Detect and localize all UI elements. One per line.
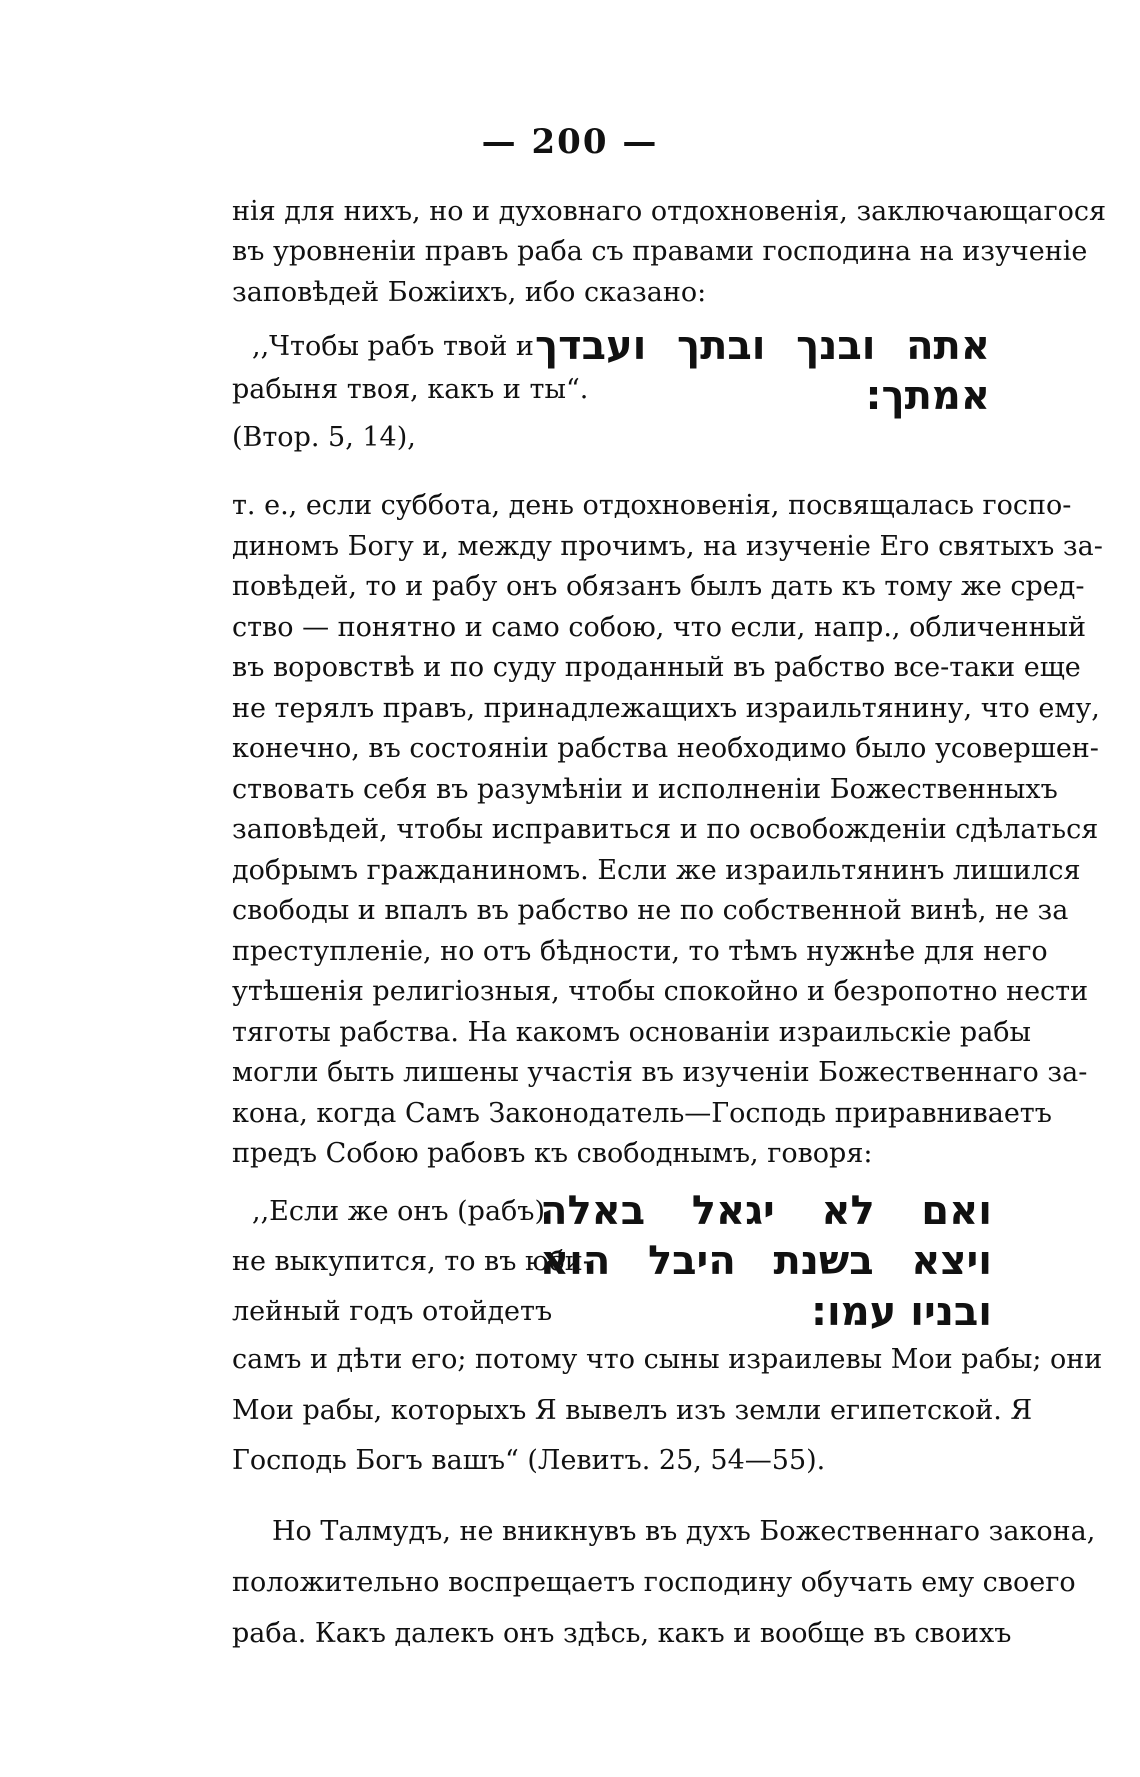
quote-russian-line: не выкупится, то въ юби- <box>232 1246 592 1277</box>
quote-russian-line: лейный годъ отойдетъ <box>232 1296 553 1327</box>
text-line: тяготы рабства. На какомъ основаніи израильскіе рабы <box>232 1017 1032 1048</box>
text-line: положительно воспрещаетъ господину обучать ему своего <box>232 1567 1076 1598</box>
text-line: самъ и дѣти его; потому что сыны израилевы Мои рабы; они <box>232 1344 1103 1375</box>
text-line: Но Талмудъ, не вникнувъ въ духъ Божественнаго закона, <box>272 1516 1096 1547</box>
quote-russian-line: рабыня твоя, какъ и ты“. <box>232 374 589 405</box>
text-line: ствовать себя въ разумѣніи и исполненіи Божественныхъ <box>232 774 1058 805</box>
quote-russian-line: ,,Если же онъ (рабъ) <box>252 1196 546 1227</box>
text-line: конечно, въ состояніи рабства необходимо было усовершен- <box>232 733 1099 764</box>
text-line: нія для нихъ, но и духовнаго отдохновенія, заключающагося <box>232 196 1107 227</box>
text-line: въ воровствѣ и по суду проданный въ рабство все-таки еще <box>232 652 1081 683</box>
text-line: преступленіе, но отъ бѣдности, то тѣмъ нужнѣе для него <box>232 936 1048 967</box>
text-line: раба. Какъ далекъ онъ здѣсь, какъ и вообще въ своихъ <box>232 1618 1012 1649</box>
text-line: повѣдей, то и рабу онъ обязанъ былъ дать къ тому же сред- <box>232 571 1085 602</box>
quote-citation: (Втор. 5, 14), <box>232 422 416 453</box>
text-line: заповѣдей Божіихъ, ибо сказано: <box>232 277 707 308</box>
text-line: заповѣдей, чтобы исправиться и по освобожденіи сдѣлаться <box>232 814 1099 845</box>
text-line: предъ Собою рабовъ къ свободнымъ, говоря: <box>232 1138 873 1169</box>
text-line: добрымъ гражданиномъ. Если же израильтянинъ лишился <box>232 855 1081 886</box>
text-line: въ уровненіи правъ раба съ правами господина на изученіе <box>232 236 1088 267</box>
text-line: Мои рабы, которыхъ Я вывелъ изъ земли египетской. Я <box>232 1395 1033 1426</box>
text-line: кона, когда Самъ Законодатель—Господь приравниваетъ <box>232 1098 1052 1129</box>
text-line: ство — понятно и само собою, что если, напр., обличенный <box>232 612 1087 643</box>
text-line: Господь Богъ вашъ“ (Левитъ. 25, 54—55). <box>232 1445 826 1476</box>
text-line: диномъ Богу и, между прочимъ, на изученіе Его святыхъ за- <box>232 531 1103 562</box>
hebrew-verse-line: אתה ובנך ובתך ועבדך <box>535 323 990 369</box>
text-line: свободы и впалъ въ рабство не по собственной винѣ, не за <box>232 895 1069 926</box>
text-line: утѣшенія религіозныя, чтобы спокойно и безропотно нести <box>232 976 1089 1007</box>
hebrew-verse-line: אמתך: <box>865 373 990 419</box>
hebrew-verse-line: ואם לא יגאל באלה <box>540 1188 992 1234</box>
text-line: не терялъ правъ, принадлежащихъ израильтянину, что ему, <box>232 693 1100 724</box>
hebrew-verse-line: ויצא בשנת היבל הוא <box>540 1238 992 1284</box>
hebrew-verse-line: ובניו עמו: <box>811 1289 992 1335</box>
quote-russian-line: ,,Чтобы рабъ твой и <box>252 331 534 362</box>
page-number: — 200 — <box>481 122 659 162</box>
text-line: т. е., если суббота, день отдохновенія, посвящалась госпо- <box>232 490 1072 521</box>
text-line: могли быть лишены участія въ изученіи Божественнаго за- <box>232 1057 1088 1088</box>
